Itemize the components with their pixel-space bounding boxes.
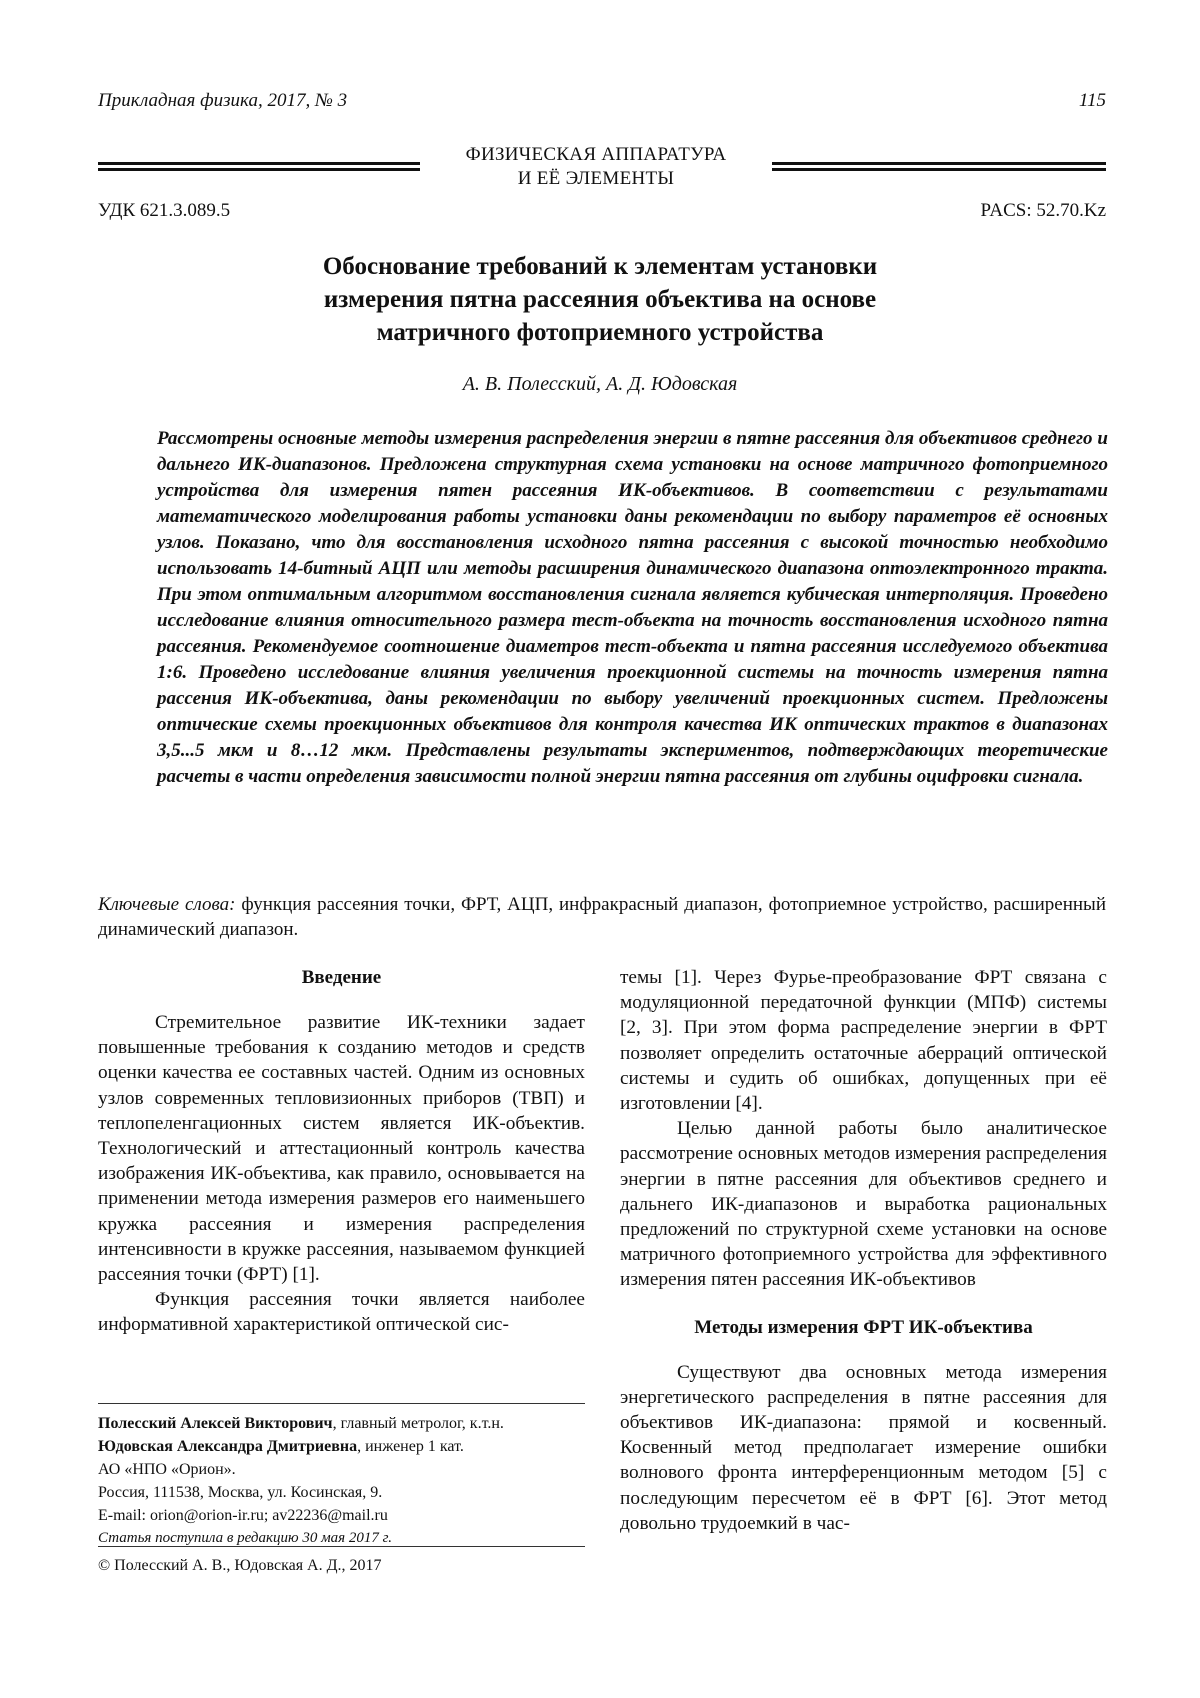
article-title-line1: Обоснование требований к элементам установки — [322, 253, 878, 280]
methods-paragraph-1: Существуют два основных метода измерения энергетического распределения в пятне рассеяния для объективов ИК-диапазона: прямой и косвенный. Косвенный метод предполагает измерение ошибки волнового фронта интерференционным методом [5] с последующим пересчетом её в ФРТ [6]. Этот метод довольно трудоемкий в час- — [620, 1361, 1107, 1534]
keywords — [98, 892, 1106, 942]
methods-heading: Методы измерения ФРТ ИК-объектива — [694, 1316, 1033, 1338]
email: E-mail: orion@orion-ir.ru; av22236@mail.ru — [98, 1507, 388, 1524]
author2-role: , инженер 1 кат. — [357, 1438, 464, 1455]
section-rule-right — [772, 162, 1106, 171]
intro-paragraph-3: Целью данной работы было аналитическое рассмотрение основных методов измерения распределения энергии в пятне рассеяния для объективов среднего и дальнего ИК-диапазонов и выработка рациональных предложений по структурной схеме установки на основе матричного фотоприемного устройства для эффективного измерения пятен рассеяния ИК-объективов — [620, 1118, 1107, 1291]
section-title-line1: ФИЗИЧЕСКАЯ АППАРАТУРА — [465, 144, 727, 165]
author1-role: , главный метролог, к.т.н. — [332, 1415, 504, 1432]
abstract: Рассмотрены основные методы измерения распределения энергии в пятне рассеяния для объективов среднего и дальнего ИК-диапазонов. Предложена структурная схема установки на основе матричного фотоприемного устройства для измерения пятен рассеяния ИК-объективов. В соответствии с результатами математического моделирования работы установки даны рекомендации по выбору параметров её основных узлов. Показано, что для восстановления исходного пятна рассеяния с высокой точностью необходимо использовать 14-битный АЦП или методы расширения динамического диапазона оптоэлектронного тракта. При этом оптимальным алгоритмом восстановления сигнала является кубическая интерполяция. Проведено исследование влияния относительного размера тест-объекта на точность восстановления исходного пятна рассеяния. Рекомендуемое соотношение диаметров тест-объекта и пятна рассеяния исследуемого объектива 1:6. Проведено исследование влияния увеличения проекционной системы на точность измерения пятна рассения ИК-объектива, даны рекомендации по выбору увеличений проекционных систем. Предложены оптические схемы проекционных объективов для контроля качества ИК оптических трактов в диапазонах 3,5...5 мкм и 8…12 мкм. Представлены результаты экспериментов, подтверждающих теоретические расчеты в части определения зависимости полной энергии пятна рассеяния от глубины оцифровки сигнала. — [157, 428, 1108, 787]
keywords-list: функция рассеяния точки, ФРТ, АЦП, инфракрасный диапазон, фотоприемное устройство, расширенный динамический диапазон. — [98, 894, 1106, 940]
section-rule-left — [98, 162, 420, 171]
author-footnote — [98, 1412, 585, 1550]
article-title-line2: измерения пятна рассеяния объектива на основе — [323, 286, 877, 313]
right-column — [620, 965, 1107, 1536]
intro-paragraph-2-start: Функция рассеяния точки является наиболее информативной характеристикой оптической сис- — [98, 1289, 585, 1336]
organization: АО «НПО «Орион». — [98, 1461, 236, 1478]
copyright-divider — [98, 1546, 585, 1547]
address: Россия, 111538, Москва, ул. Косинская, 9. — [98, 1484, 383, 1501]
copyright: © Полесский А. В., Юдовская А. Д., 2017 — [98, 1557, 382, 1574]
article-title-line3: матричного фотоприемного устройства — [376, 319, 824, 346]
author2-name: Юдовская Александра Дмитриевна — [98, 1438, 358, 1455]
footnote-divider — [98, 1403, 585, 1404]
left-column — [98, 965, 585, 1338]
keywords-label: Ключевые слова: — [98, 894, 236, 915]
journal-citation: Прикладная физика, 2017, № 3 — [98, 90, 348, 111]
intro-heading: Введение — [301, 967, 382, 988]
udc-code: УДК 621.3.089.5 — [98, 200, 231, 221]
section-title-line2: И ЕЁ ЭЛЕМЕНТЫ — [517, 168, 675, 189]
authors: А. В. Полесский, А. Д. Юдовская — [462, 373, 738, 395]
pacs-code: PACS: 52.70.Kz — [980, 200, 1106, 221]
intro-paragraph-1: Стремительное развитие ИК-техники задает повышенные требования к созданию методов и средств оценки качества ее составных частей. Одним из основных узлов современных тепловизионных приборов (ТВП) и теплопеленгационных систем является ИК-объектив. Технологический и аттестационный контроль качества изображения ИК-объектива, как правило, основывается на применении метода измерения размеров его наименьшего кружка рассеяния и измерения распределения интенсивности в кружке рассеяния, называемом функцией рассеяния точки (ФРТ) [1]. — [98, 1012, 585, 1286]
received-date: Статья поступила в редакцию 30 мая 2017 г. — [98, 1530, 393, 1546]
author1-name: Полесский Алексей Викторович — [98, 1415, 333, 1432]
article-title — [200, 250, 1000, 349]
page-number: 115 — [1078, 90, 1106, 111]
intro-paragraph-2-continued: темы [1]. Через Фурье-преобразование ФРТ связана с модуляционной передаточной функции (МПФ) системы [2, 3]. При этом форма распределение энергии в ФРТ позволяет определить остаточные аберраций оптической системы и судить об ошибках, допущенных при её изготовлении [4]. — [620, 967, 1107, 1115]
section-title — [420, 143, 772, 191]
